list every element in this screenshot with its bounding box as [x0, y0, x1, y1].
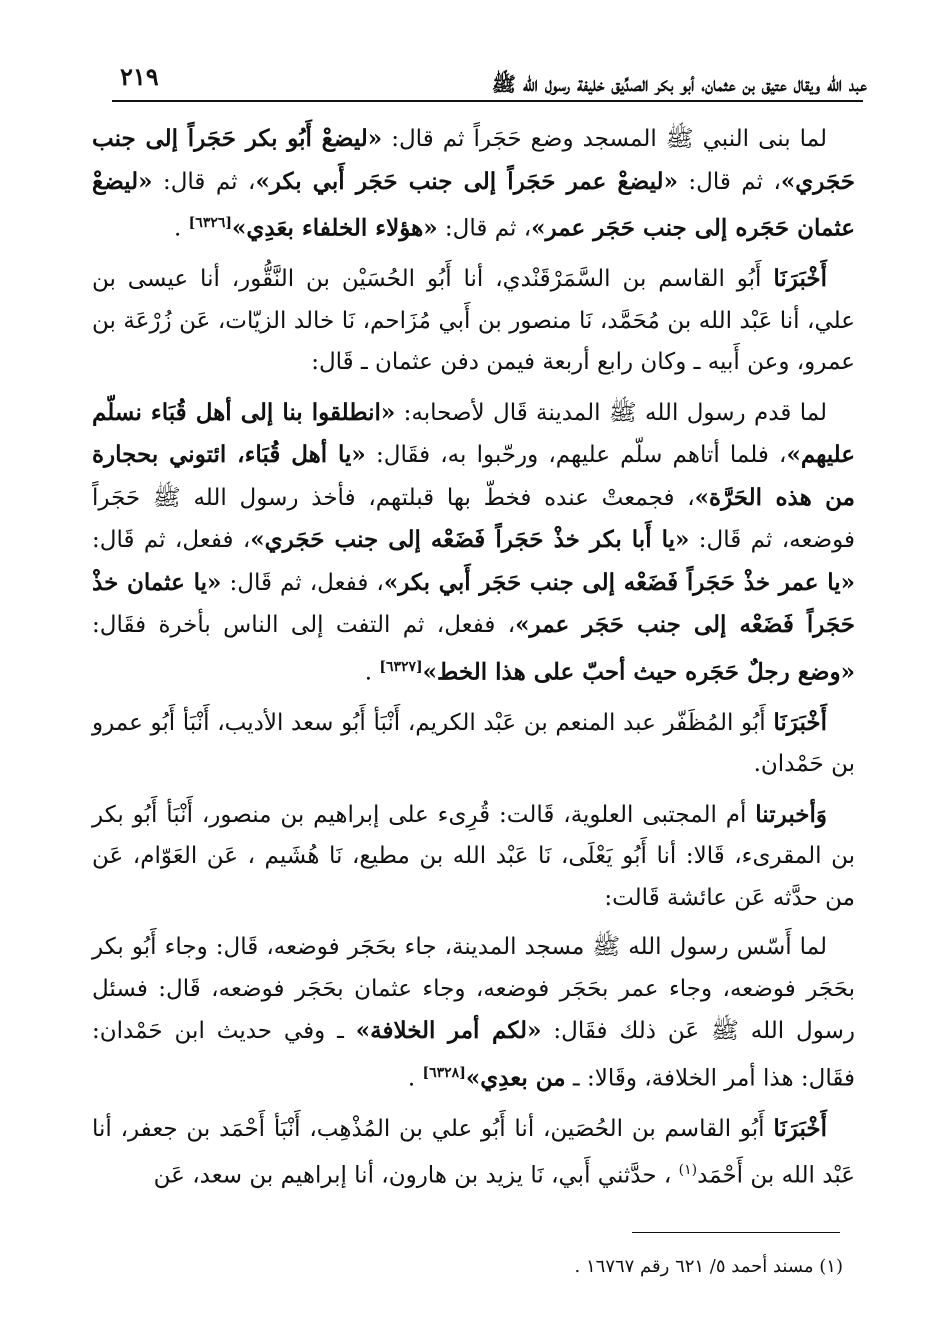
text-run: .: [174, 215, 189, 242]
paragraph: [92, 927, 855, 1100]
footnote-marker: (١): [678, 1162, 698, 1179]
hadith-reference-number: [٦٣٢٦]: [188, 215, 232, 231]
bold-phrase: أَخْبَرَنَا: [773, 265, 827, 293]
text-run: ، ففعل، ثم قَال:: [221, 569, 384, 596]
footnote: (١) مسند أحمد ٥/ ٦٢١ رقم ١٦٧٦٧ .: [574, 1256, 843, 1277]
text-run: ، ثم قال:: [437, 215, 532, 242]
page-number: ٢١٩: [120, 62, 159, 91]
running-title: عبد الله ويقال عتيق بن عثمان، أبو بكر الصدِّيق خليفة رسول الله ﷺ: [491, 72, 867, 96]
bold-phrase: أَخْبَرَنَا: [773, 1114, 827, 1142]
hadith-reference-number: [٦٣٢٨]: [422, 1064, 466, 1081]
text-run: لما بنى النبي ﷺ المسجد وضع حَجَراً ثم قال:: [382, 126, 827, 152]
bold-phrase: من بعدِي»: [465, 1064, 566, 1092]
text-run: أَبُو المُظَفّر عبد المنعم بن عَبْد الكريم، أَنْبَأ أَبُو سعد الأديب، أَنْبَأ أَبُو عمرو بن حَمْدان.: [92, 709, 855, 778]
text-run: ، ففعل، ثم قَال:: [92, 527, 251, 554]
text-run: لما أَسّس رسول الله ﷺ مسجد المدينة، جاء بحَجَر فوضعه، قَال: وجاء أَبُو بكر بحَجَر فوضعه، وجاء عمر بحَجَر فوضعه، وجاء عثمان بحَجَر فوضعه، قَال: فسئل رسول الله ﷺ عَن ذلك فقَال:: [92, 934, 855, 1045]
text-run: ، فجمعتْ عنده فخطّ بها قبلتهم، فأخذ رسول الله ﷺ حَجَراً فوضعه، ثم قَال:: [92, 484, 855, 554]
paragraph: [92, 702, 855, 786]
bold-phrase: «ليضعْ عمر حَجَراً إلى جنب حَجَر أَبي بكر»: [255, 167, 678, 195]
header-divider: [112, 100, 863, 102]
bold-phrase: وَأخبرتنا: [755, 800, 827, 828]
text-run: أَبُو القاسم بن الحُصَين، أنا أَبُو علي بن المُذْهِب، أَنْبَأ أَحْمَد بن جعفر، أنا عَبْد الله بن أَحْمَد: [92, 1115, 855, 1190]
bold-phrase: «ليضعْ عثمان حَجَره إلى جنب حَجَر عمر»: [92, 167, 855, 242]
bold-phrase: «يا عمر خذْ حَجَراً فَضَعْه إلى جنب حَجَر أَبي بكر»: [383, 568, 856, 596]
main-text: [92, 118, 855, 1206]
text-run: .: [364, 659, 380, 686]
bold-phrase: «يا عثمان خذْ حَجَراً فَضَعْه إلى جنب حَجَر عمر»: [92, 568, 856, 639]
paragraph: [92, 1108, 855, 1198]
paragraph: [92, 794, 855, 920]
page-header: [112, 58, 867, 98]
text-run: ، ففعل، ثم التفت إلى الناس بأخرة فقَال:: [92, 612, 516, 639]
text-run: أم المجتبى العلوية، قَالت: قُرِىء على إبراهيم بن منصور، أَنْبَأ أَبُو بكر بن المقرىء، قَالا: أنا أَبُو يَعْلَى، نَا عَبْد الله بن مطيع، نَا هُشَيم ، عَن العَوّام، عَن من حدَّثه عَن عائشة قَالت:: [92, 801, 855, 911]
bold-phrase: «ليضعْ أَبُو بكر حَجَراً إلى جنب حَجَري»: [92, 125, 856, 195]
paragraph: [92, 392, 855, 694]
text-run: لما قدم رسول الله ﷺ المدينة قَال لأصحابه:: [395, 399, 827, 426]
text-run: ، ثم قال:: [677, 168, 781, 195]
paragraph: [92, 118, 855, 250]
bold-phrase: «انطلقوا بنا إلى أهل قُبَاء نسلّم عليهم»: [92, 398, 855, 469]
text-run: ، حدَّثني أَبي، نَا يزيد بن هارون، أنا إبراهيم بن سعد، عَن: [153, 1163, 679, 1190]
bold-phrase: «يا أهل قُبَاء، ائتوني بحجارة من هذه الحَرَّة»: [92, 441, 855, 511]
text-run: .: [407, 1065, 423, 1092]
paragraph: [92, 258, 855, 384]
text-run: ، ثم قال:: [152, 168, 256, 195]
text-run: ، فلما أتاهم سلّم عليهم، ورحّبوا به، فقَال:: [365, 442, 787, 469]
bold-phrase: «هؤلاء الخلفاء بعَدِي»: [232, 214, 438, 242]
text-run: أَبُو القاسم بن السَّمَرْقَنْدي، أنا أَبُو الحُسَيْن بن النَّقُّور، أنا عيسى بن علي، أنا عَبْد الله بن مُحَمَّد، نَا منصور بن أَبي مُزَاحم، نَا خالد الزيّات، عَن زُرْعَة بن عمرو، وعن أَبيه ـ وكان رابع أربعة فيمن دفن عثمان ـ قَال:: [92, 266, 855, 376]
bold-phrase: أَخْبَرَنَا: [773, 708, 827, 736]
bold-phrase: «لكم أمر الخلافة»: [355, 1017, 542, 1045]
bold-phrase: «يا أَبا بكر خذْ حَجَراً فَضَعْه إلى جنب حَجَري»: [250, 526, 690, 554]
footnote-divider: [632, 1232, 840, 1233]
bold-phrase: «وضع رجلٌ حَجَره حيث أحبّ على هذا الخط»: [422, 658, 855, 686]
text-run: ـ وفي حديث ابن حَمْدان: فقَال: هذا أمر الخلافة، وقَالا: ـ: [92, 1018, 855, 1092]
hadith-reference-number: [٦٣٢٧]: [379, 658, 423, 675]
